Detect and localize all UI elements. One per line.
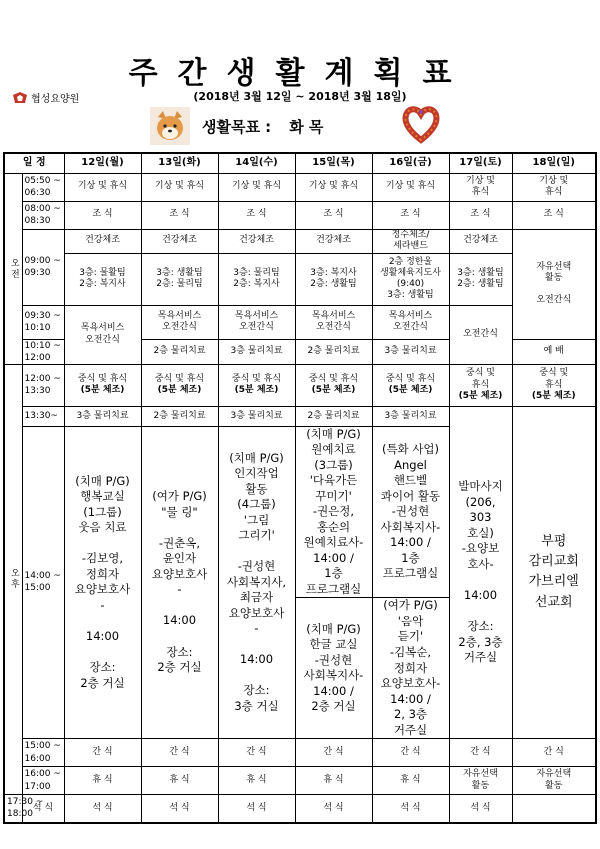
- time-slot: 05:50 ~ 06:30: [22, 173, 64, 201]
- cell-lunch: 중식 및 휴식 (5분 체조): [512, 364, 596, 406]
- cell-dinner: 석 식: [218, 795, 295, 823]
- cell-rest: 휴 식: [64, 767, 141, 795]
- cell-breakfast: 조 식: [64, 201, 141, 229]
- cell-exercise: 건강체조: [141, 229, 218, 253]
- weekly-schedule-table: [3, 152, 597, 824]
- cell-physio: 2층 물리치료: [141, 339, 218, 364]
- cell-wake: 기상 및 휴식: [141, 173, 218, 201]
- day-header: 17일(토): [449, 153, 512, 173]
- cell-dinner: 석 식: [64, 795, 141, 823]
- cell-program-wed: (치매 P/G) 인지작업 활동 (4그룹) '그림 그리기' -권성현 사회복지사, 최금자 요양보호사 - 14:00 장소: 3층 거실: [218, 426, 295, 738]
- cell-snack: 간 식: [512, 739, 596, 767]
- dog-icon: [150, 107, 190, 145]
- cell-program-tue: (여가 P/G) "물 링" -권춘옥, 윤인자 요양보호사 - 14:00 장소: 2층 거실: [141, 426, 218, 738]
- cell-program-sun: 부평 감리교회 가브리엘 선교회: [512, 406, 596, 738]
- cell-physio: 2층 물리치료: [141, 406, 218, 426]
- heart-wreath-icon: [402, 104, 440, 144]
- cell-bath-snack: 목욕서비스 오전간식: [141, 305, 218, 339]
- cell-physio: 3층 물리치료: [372, 406, 449, 426]
- day-header: 16일(금): [372, 153, 449, 173]
- day-header: 14일(수): [218, 153, 295, 173]
- time-slot: 16:00 ~ 17:00: [22, 767, 64, 795]
- day-header: 18일(일): [512, 153, 596, 173]
- cell-snack: 오전간식: [449, 305, 512, 364]
- cell-bath-snack: 목욕서비스 오전간식: [295, 305, 372, 339]
- goal-value: 화 목: [289, 117, 324, 136]
- cell-physio: 3층 물리치료: [218, 339, 295, 364]
- cell-breakfast: 조 식: [372, 201, 449, 229]
- cell-snack: 간 식: [372, 739, 449, 767]
- am-label: 오전: [4, 173, 22, 364]
- cell-worship: 예 배: [512, 339, 596, 364]
- goal-label: 생활목표 :: [202, 117, 272, 136]
- cell-lunch: 중식 및 휴식 (5분 체조): [372, 364, 449, 406]
- cell-breakfast: 조 식: [218, 201, 295, 229]
- day-header: 15일(목): [295, 153, 372, 173]
- cell-program-sat: 발마사지 (206, 303 호실) -요양보 호사- 14:00 장소: 2층, 3층 거주실: [449, 406, 512, 738]
- cell-dinner: 석 식: [141, 795, 218, 823]
- day-header: 13일(화): [141, 153, 218, 173]
- cell-program-thu-top: (치매 P/G) 원예치료 (3그룹) '다육가든 꾸미기' -권은정, 홍순의 원예치료사- 14:00 / 1층 프로그램실: [295, 426, 372, 598]
- org-name: 협성요양원: [31, 94, 80, 105]
- time-slot: 15:00 ~ 16:00: [22, 739, 64, 767]
- cell-dinner: 석 식: [295, 795, 372, 823]
- cell-free-activity: 자유선택 활동: [512, 767, 596, 795]
- cell-snack: 간 식: [295, 739, 372, 767]
- date-range: (2018년 3월 12일 ~ 2018년 3월 18일): [193, 90, 407, 103]
- cell-wake: 기상 및 휴식: [372, 173, 449, 201]
- cell-rest: 휴 식: [295, 767, 372, 795]
- cell-lunch: 중식 및 휴식 (5분 체조): [218, 364, 295, 406]
- cell-program-fri-top: (특화 사업) Angel 핸드벨 콰이어 활동 -권성현 사회복지사- 14:00 / 1층 프로그램실: [372, 426, 449, 598]
- cell-breakfast: 조 식: [449, 201, 512, 229]
- cell-snack: 간 식: [64, 739, 141, 767]
- cell-rest: 휴 식: [141, 767, 218, 795]
- cell-exercise: 건강체조: [64, 229, 141, 253]
- cell-lunch: 중식 및 휴식 (5분 체조): [295, 364, 372, 406]
- cell-physio: 3층 물리치료: [64, 406, 141, 426]
- cell-exercise: 건강체조: [218, 229, 295, 253]
- cell-dinner: 석 식: [372, 795, 449, 823]
- cell-dinner: 석 식: [449, 795, 512, 823]
- time-slot: 10:10 ~ 12:00: [22, 339, 64, 364]
- cell-bath-snack: 목욕서비스 오전간식: [64, 305, 141, 364]
- cell-lunch: 중식 및 휴식 (5분 체조): [141, 364, 218, 406]
- goal-row: [150, 106, 440, 146]
- cell-exercise-detail: 3층: 생활팀 2층: 생활팀: [449, 253, 512, 305]
- cell-exercise-detail: 3층: 물활팀 2층: 복지사: [64, 253, 141, 305]
- cell-bath-snack: 목욕서비스 오전간식: [372, 305, 449, 339]
- cell-wake: 기상 및 휴식: [512, 173, 596, 201]
- cell-program-fri-bottom: (여가 P/G) '음악 듣기' -김복순, 정희자 요양보호사- 14:00 / 2, 3층 거주실: [372, 598, 449, 739]
- cell-program-thu-bottom: (치매 P/G) 한글 교실 -권성현 사회복지사- 14:00 / 2층 거실: [295, 598, 372, 739]
- cell-wake: 기상 및 휴식: [64, 173, 141, 201]
- cell-snack: 간 식: [141, 739, 218, 767]
- cell-lunch: 중식 및 휴식 (5분 체조): [449, 364, 512, 406]
- schedule-header: 일 정: [4, 153, 64, 173]
- cell-physio: 3층 물리치료: [218, 406, 295, 426]
- cell-sunday-am: 자유선택 활동 오전간식: [512, 229, 596, 339]
- time-slot: 08:00 ~ 08:30: [22, 201, 64, 229]
- time-slot: 14:00 ~ 15:00: [22, 426, 64, 738]
- time-slot: 17:30 ~ 18:00: [4, 795, 22, 823]
- cell-exercise: 정수체조/ 세라밴드: [372, 229, 449, 253]
- pm-label: 오후: [4, 364, 22, 794]
- cell-program-mon: (치매 P/G) 행복교실 (1그룹) 웃음 치료 -김보영, 정희자 요양보호사 - 14:00 장소: 2층 거실: [64, 426, 141, 738]
- cell-snack: 간 식: [449, 739, 512, 767]
- cell-physio: 2층 물리치료: [295, 406, 372, 426]
- cell-exercise-detail: 3층: 복지사 2층: 생활팀: [295, 253, 372, 305]
- cell-wake: 기상 및 휴식: [449, 173, 512, 201]
- time-slot: 13:30~: [22, 406, 64, 426]
- cell-exercise-detail: 3층: 물리팀 2층: 복지사: [218, 253, 295, 305]
- cell-rest: 휴 식: [372, 767, 449, 795]
- cell-lunch: 중식 및 휴식 (5분 체조): [64, 364, 141, 406]
- time-slot: 09:00 ~ 09:30: [22, 229, 64, 305]
- cell-dinner: 석 식: [22, 795, 64, 823]
- cell-exercise: 건강체조: [449, 229, 512, 253]
- cell-wake: 기상 및 휴식: [218, 173, 295, 201]
- cell-bath-snack: 목욕서비스 오전간식: [218, 305, 295, 339]
- cell-breakfast: 조 식: [141, 201, 218, 229]
- cell-exercise-detail: 3층: 생활팀 2층: 물리팀: [141, 253, 218, 305]
- cell-rest: 휴 식: [218, 767, 295, 795]
- cell-physio: 3층 물리치료: [372, 339, 449, 364]
- time-slot: 12:00 ~ 13:30: [22, 364, 64, 406]
- cell-breakfast: 조 식: [512, 201, 596, 229]
- cell-snack: 간 식: [218, 739, 295, 767]
- time-slot: 09:30 ~ 10:10: [22, 305, 64, 339]
- cell-free-activity: 자유선택 활동: [449, 767, 512, 795]
- cell-wake: 기상 및 휴식: [295, 173, 372, 201]
- day-header: 12일(월): [64, 153, 141, 173]
- page-title: 주간생활계획표: [128, 56, 472, 91]
- cell-exercise: 건강체조: [295, 229, 372, 253]
- cell-breakfast: 조 식: [295, 201, 372, 229]
- cell-exercise-detail: 2층 정한울 생활체육지도사 (9:40) 3층: 생활팀: [372, 253, 449, 305]
- cell-physio: 2층 물리치료: [295, 339, 372, 364]
